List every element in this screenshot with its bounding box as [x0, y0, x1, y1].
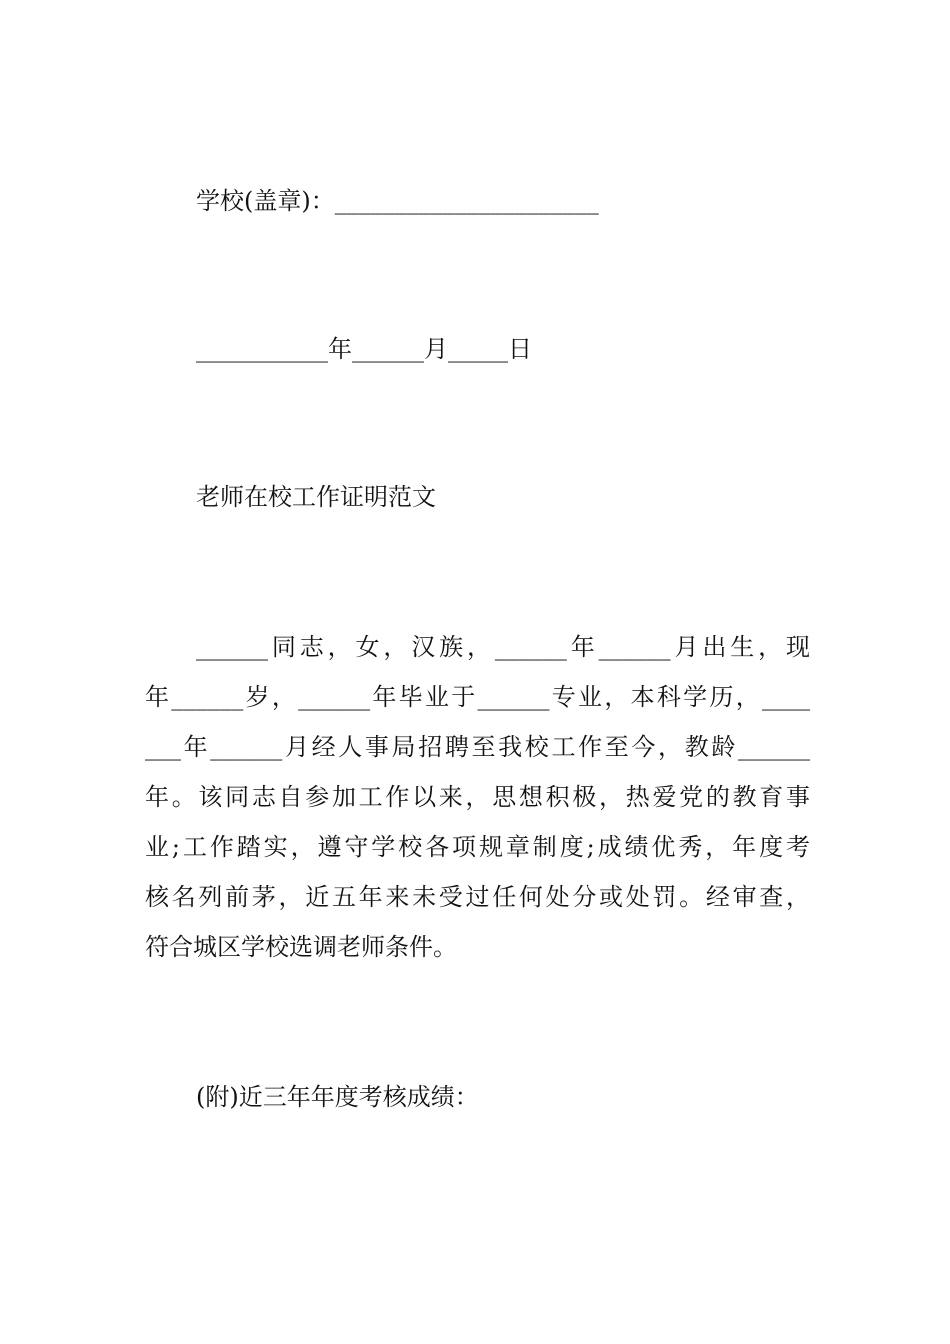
paragraph-line: ___年______月经人事局招聘至我校工作至今，教龄______ [145, 733, 810, 761]
paragraph-line: 符合城区学校选调老师条件。 [145, 933, 457, 961]
paragraph-line: 年。该同志自参加工作以来，思想积极，热爱党的教育事 [145, 783, 810, 811]
document-title: 老师在校工作证明范文 [196, 483, 436, 511]
appendix-heading: (附)近三年年度考核成绩： [196, 1083, 479, 1111]
school-seal-line: 学校(盖章)：______________________ [196, 187, 599, 215]
certificate-paragraph [145, 622, 810, 972]
paragraph-line: ______同志，女，汉族，______年______月出生，现 [196, 633, 810, 661]
paragraph-line: 核名列前茅，近五年来未受过任何处分或处罚。经审查， [145, 883, 810, 911]
paragraph-line: 业;工作踏实，遵守学校各项规章制度;成绩优秀，年度考 [145, 833, 810, 861]
paragraph-line: 年______岁，______年毕业于______专业，本科学历，____ [145, 683, 810, 711]
date-line: ___________年______月_____日 [196, 335, 532, 363]
